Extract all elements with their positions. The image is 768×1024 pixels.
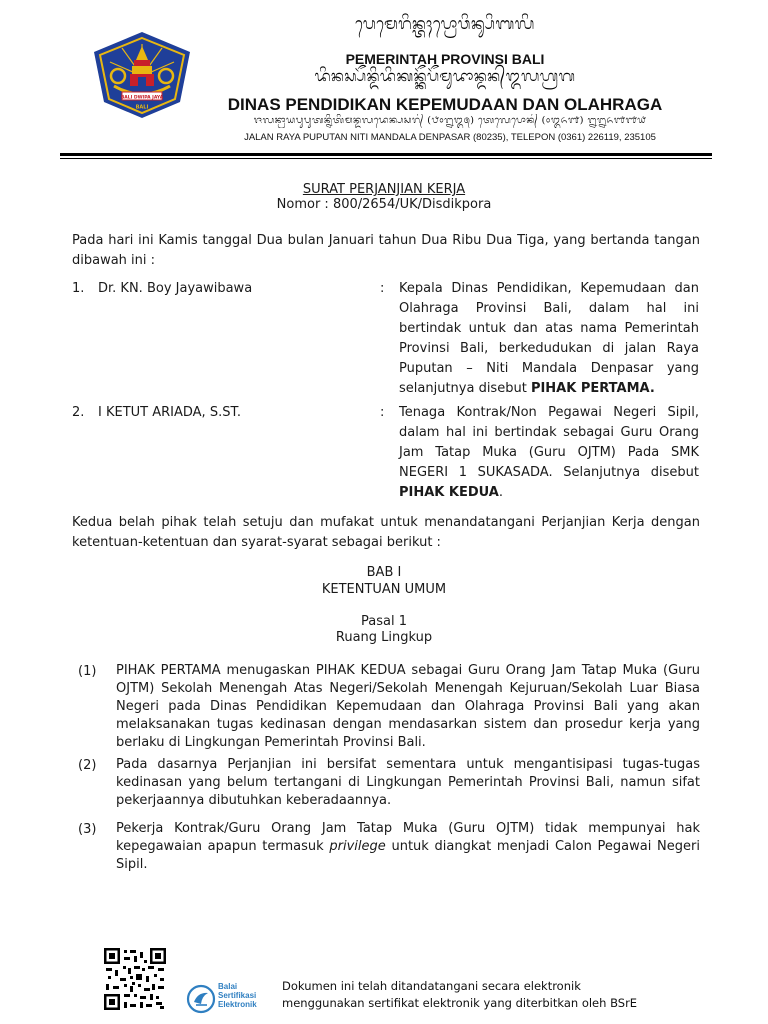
document-title: SURAT PERJANJIAN KERJA — [302, 182, 466, 197]
article-number: Pasal 1 — [361, 614, 407, 629]
party-1-number: 1. — [72, 281, 85, 296]
clause-3-text-a: Pekerja Kontrak/Guru Orang Jam Tatap Muka (Guru OJTM) tidak mempunyai hak kepegawaian apapun termasuk — [116, 821, 700, 854]
party-2-number: 2. — [72, 405, 85, 420]
clause-3-text-b: untuk diangkat menjadi Calon Pegawai Negeri Sipil. — [116, 839, 700, 872]
balinese-script-line-1: ᬧᬾᬫᬾᬭᬶᬦ᭄ᬢᬄᬧ᭄ᬭᭀᬯᬶᬦ᭄ᬲᬶᬩᬮᬶ — [355, 14, 535, 33]
clause-3-number: (3) — [78, 822, 97, 837]
party-1-desc-text: Kepala Dinas Pendidikan, Kepemudaan dan Olahraga Provinsi Bali, dalam hal ini bertindak untuk dan atas nama Pemerintah Provinsi Bali, berkedudukan di jalan Raya Puputan – Niti Mandala Denpasar yang selanjutnya disebut — [399, 281, 699, 396]
bali-province-seal-logo — [92, 30, 192, 120]
clause-1-number: (1) — [78, 664, 97, 679]
party-2-colon: : — [380, 405, 385, 420]
party-1-name: Dr. KN. Boy Jayawibawa — [98, 281, 253, 296]
party-2-description — [399, 403, 699, 503]
letterhead — [0, 0, 768, 160]
bsre-logo-line-2: Sertifikasi — [218, 991, 257, 1000]
seal-banner-text: BALI DWIPA JAYA — [120, 95, 164, 101]
e-signature-notice-line-2: menggunakan sertifikat elektronik yang diterbitkan oleh BSrE — [282, 996, 638, 1010]
org-name: PEMERINTAH PROVINSI BALI — [345, 51, 545, 67]
letterhead-divider-thin — [60, 158, 712, 159]
e-signature-notice-line-1: Dokumen ini telah ditandatangani secara elektronik — [282, 979, 581, 993]
bsre-emblem-icon — [186, 984, 216, 1014]
bsre-logo-line-1: Balai — [218, 982, 238, 991]
article-title: Ruang Lingkup — [335, 630, 433, 645]
document-number: Nomor : 800/2654/UK/Disdikpora — [276, 197, 492, 212]
party-2-desc-text: Tenaga Kontrak/Non Pegawai Negeri Sipil, dalam hal ini bertindak sebagai Guru Orang Jam Tatap Muka (Guru OJTM) Pada SMK NEGERI 1 SUKASADA. Selanjutnya disebut — [399, 405, 699, 480]
address-line: JALAN RAYA PUPUTAN NITI MANDALA DENPASAR (80235), TELEPON (0361) 226119, 235105 — [244, 132, 656, 143]
party-1-role: PIHAK PERTAMA. — [530, 381, 655, 396]
party-1-colon: : — [380, 281, 385, 296]
party-2-name: I KETUT ARIADA, S.ST. — [98, 405, 241, 420]
party-2-trail: . — [498, 485, 504, 500]
agreement-paragraph: Kedua belah pihak telah setuju dan mufakat untuk menandatangani Perjanjian Kerja dengan ketentuan-ketentuan dan syarat-syarat sebagai berikut : — [72, 515, 700, 550]
chapter-number: BAB I — [366, 565, 402, 580]
balinese-script-address: ᬚᬮᬦ᭄ᬭᬵᬬᬧᬸᬧᬸᬢᬦ᭄ᬦᬶᬢᬶᬫᬦ᭄ᬤᬮᬤᬾᬦ᭄ᬧᬲᬭ᭄ (᭘᭐᭒᭓᭕) ᬢᬾᬮᬾᬧᭀᬦ᭄ (᭐᭓᭖᭑) ᭒᭒᭖᭑᭑᭙ — [253, 115, 647, 126]
balinese-script-line-2: ᬤᬶᬦᬲ᭄ᬧᭂᬦ᭄ᬤᬶᬤᬶᬓᬦ᭄ᬓᭂᬧᭂᬫᬸᬤᬵᬦ᭄ᬤᬦ᭄ᬑᬮᬳ᭄ᬭᬕ — [314, 67, 576, 85]
clause-3-emphasis: privilege — [329, 839, 386, 854]
chapter-title: KETENTUAN UMUM — [321, 582, 447, 597]
clause-3-text — [116, 820, 700, 874]
clause-2-text: Pada dasarnya Perjanjian ini bersifat sementara untuk mengantisipasi tugas-tugas kedinasan yang belum tertangani di Lingkungan Pemerintah Provinsi Bali, namun sifat pekerjaannya dibutuhkan keberadaannya. — [116, 757, 700, 808]
intro-paragraph: Pada hari ini Kamis tanggal Dua bulan Januari tahun Dua Ribu Dua Tiga, yang bertanda tangan dibawah ini : — [72, 233, 700, 268]
bsre-logo — [186, 978, 280, 1018]
letterhead-divider-thick — [60, 153, 712, 156]
seal-label: BALI — [135, 104, 149, 111]
clause-2-number: (2) — [78, 758, 97, 773]
party-2-role: PIHAK KEDUA — [399, 485, 499, 500]
agency-name: DINAS PENDIDIKAN KEPEMUDAAN DAN OLAHRAGA — [227, 95, 663, 114]
bsre-logo-line-3: Elektronik — [218, 1000, 257, 1009]
clause-1-text: PIHAK PERTAMA menugaskan PIHAK KEDUA sebagai Guru Orang Jam Tatap Muka (Guru OJTM) Sekolah Menengah Atas Negeri/Sekolah Menengah Kejuruan/Sekolah Luar Biasa Negeri pada Dinas Pendidikan Kepemudaan dan Olahraga Provinsi Bali yang akan melaksanakan tugas kedinasan dengan mendasarkan sistem dan prosedur kerja yang berlaku di Lingkungan Pemerintah Provinsi Bali. — [116, 663, 700, 750]
qr-code-icon — [104, 948, 166, 1010]
party-1-description — [399, 279, 699, 399]
